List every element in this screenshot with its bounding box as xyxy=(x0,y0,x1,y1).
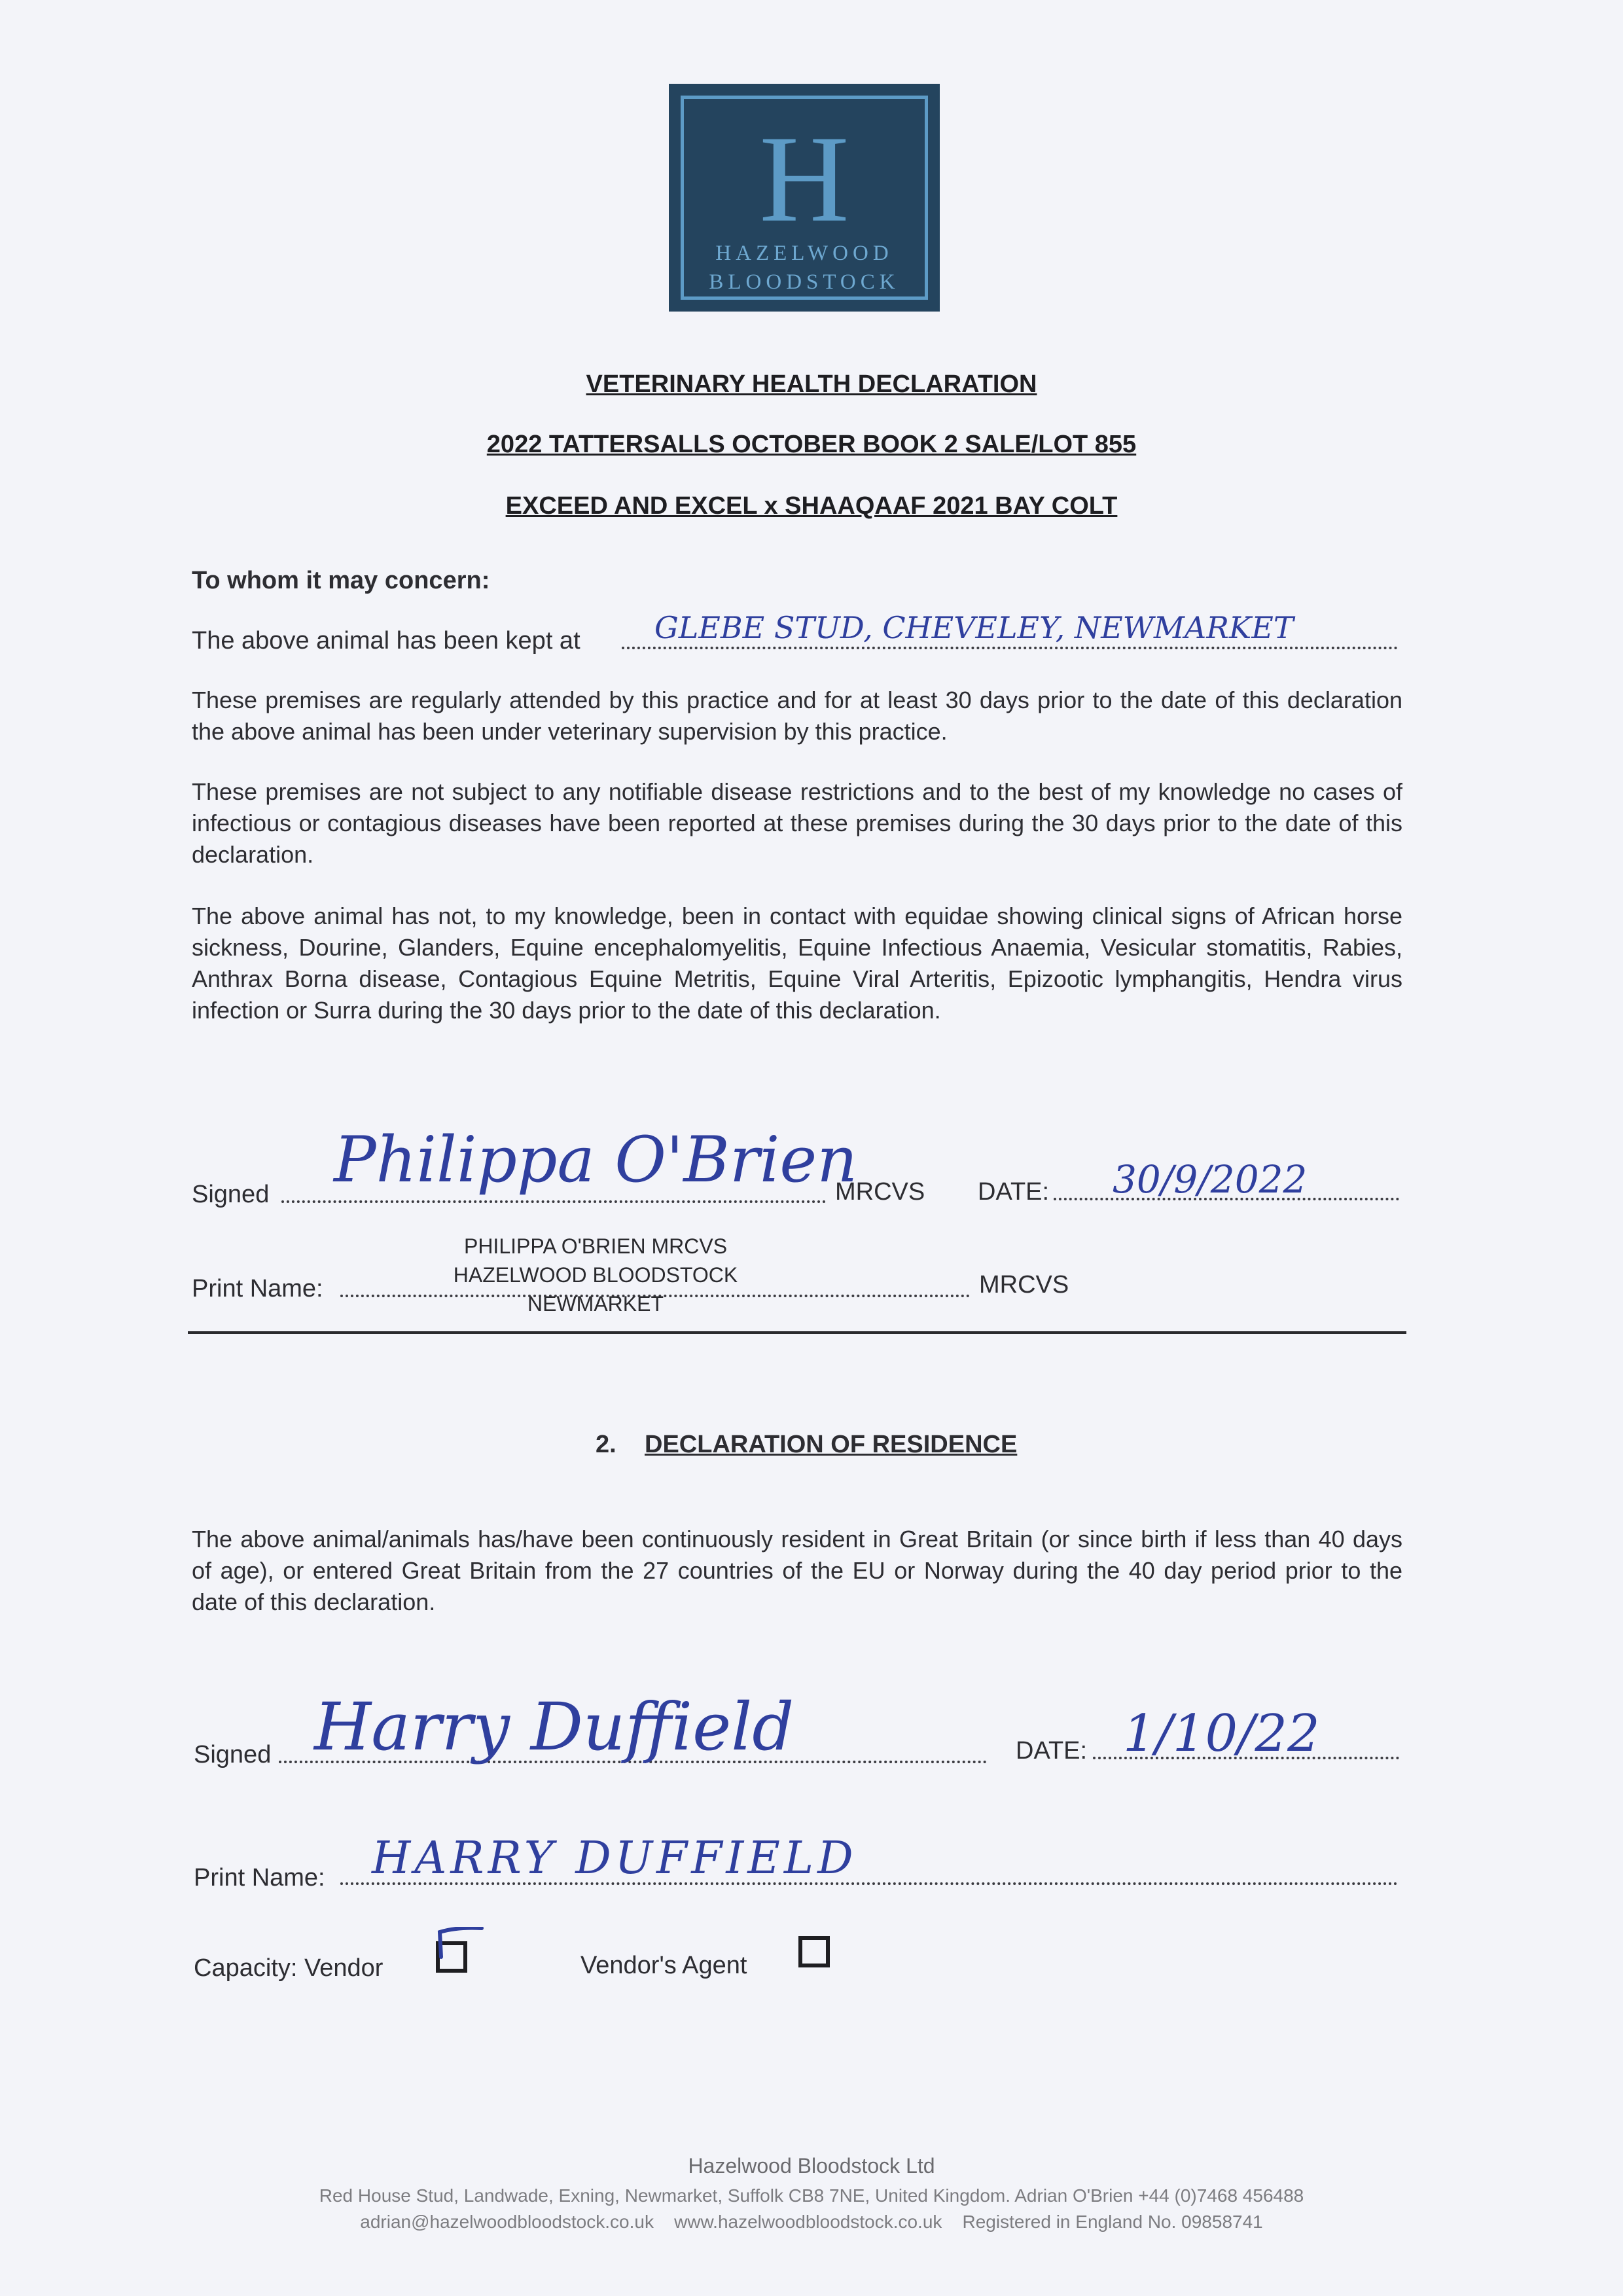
vendor-print-name-label: Print Name: xyxy=(194,1864,325,1892)
section2-heading: DECLARATION OF RESIDENCE xyxy=(645,1431,1018,1458)
capacity-vendor-label: Capacity: Vendor xyxy=(194,1954,383,1982)
vendor-date-label: DATE: xyxy=(1016,1737,1088,1765)
vet-signed-label: Signed xyxy=(192,1181,270,1208)
kept-at-label: The above animal has been kept at xyxy=(192,627,580,655)
vet-date-label: DATE: xyxy=(978,1178,1050,1206)
paragraph-restrictions: These premises are not subject to any notifiable disease restrictions and to the best of my knowledge no cases of infectious or contagious diseases have been reported at these premises during the 30 days prior to the date of this declaration. xyxy=(192,778,1402,868)
logo-line-1: HAZELWOOD xyxy=(715,242,893,265)
vendor-checkbox[interactable] xyxy=(436,1941,467,1973)
vendor-signed-label: Signed xyxy=(194,1741,272,1768)
vet-signature-line xyxy=(281,1200,826,1203)
footer-contact: adrian@hazelwoodbloodstock.co.uk www.hazelwoodbloodstock.co.uk Registered in England No. 09858741 xyxy=(360,2212,1263,2232)
logo-border xyxy=(681,96,928,300)
vet-signature: Philippa O'Brien xyxy=(334,1123,858,1196)
section2-number: 2. xyxy=(596,1431,616,1458)
vet-print-name-label: Print Name: xyxy=(192,1275,323,1302)
vet-print-mrcvs-label: MRCVS xyxy=(979,1271,1069,1299)
vendors-agent-label: Vendor's Agent xyxy=(580,1952,747,1979)
document-title: VETERINARY HEALTH DECLARATION xyxy=(586,370,1037,398)
logo-line-2: BLOODSTOCK xyxy=(709,270,900,294)
salutation: To whom it may concern: xyxy=(192,567,490,594)
check-mark-icon xyxy=(437,1927,484,1966)
vendor-signature: Harry Duffield xyxy=(314,1689,794,1765)
kept-at-value: GLEBE STUD, CHEVELEY, NEWMARKET xyxy=(654,610,1294,645)
footer-address: Red House Stud, Landwade, Exning, Newmarket, Suffolk CB8 7NE, United Kingdom. Adrian O'Brien +44 (0)7468 456488 xyxy=(319,2185,1304,2206)
logo-letter: H xyxy=(759,111,849,248)
stamp-line-1: PHILIPPA O'BRIEN MRCVS xyxy=(463,1234,728,1258)
vet-date-value: 30/9/2022 xyxy=(1113,1157,1308,1202)
vet-mrcvs-label: MRCVS xyxy=(835,1178,925,1206)
company-logo xyxy=(669,84,940,312)
vendor-date-value: 1/10/22 xyxy=(1123,1704,1320,1763)
vendor-print-name-value: HARRY DUFFIELD xyxy=(372,1833,857,1884)
paragraph-residence: The above animal/animals has/have been continuously resident in Great Britain (or since birth if less than 40 days of age), or entered Great Britain from the 27 countries of the EU or Norway during the 40 day period prior to the date of this declaration. xyxy=(192,1526,1402,1615)
paragraph-diseases: The above animal has not, to my knowledge, been in contact with equidae showing clinical signs of African horse sickness, Dourine, Glanders, Equine encephalomyelitis, Equine Infectious Anaemia, Vesicular stomatitis, Rabies, Anthrax Borna disease, Contagious Equine Metritis, Equine Viral Arteritis, Epizootic lymphangitis, Hendra virus infection or Surra during the 30 days prior to the date of this declaration. xyxy=(192,903,1402,1024)
horse-title: EXCEED AND EXCEL x SHAAQAAF 2021 BAY COLT xyxy=(505,492,1118,520)
vendors-agent-checkbox[interactable] xyxy=(798,1936,830,1967)
stamp-line-2: HAZELWOOD BLOODSTOCK xyxy=(453,1263,738,1287)
section-divider xyxy=(188,1331,1406,1334)
kept-at-line xyxy=(622,647,1398,649)
vet-stamp xyxy=(445,1232,746,1318)
stamp-line-3: NEWMARKET xyxy=(527,1292,664,1316)
footer-company: Hazelwood Bloodstock Ltd xyxy=(688,2154,935,2178)
sale-title: 2022 TATTERSALLS OCTOBER BOOK 2 SALE/LOT 855 xyxy=(486,431,1137,458)
paragraph-supervision: These premises are regularly attended by this practice and for at least 30 days prior to the date of this declaration the above animal has been under veterinary supervision by this practice. xyxy=(192,687,1402,745)
